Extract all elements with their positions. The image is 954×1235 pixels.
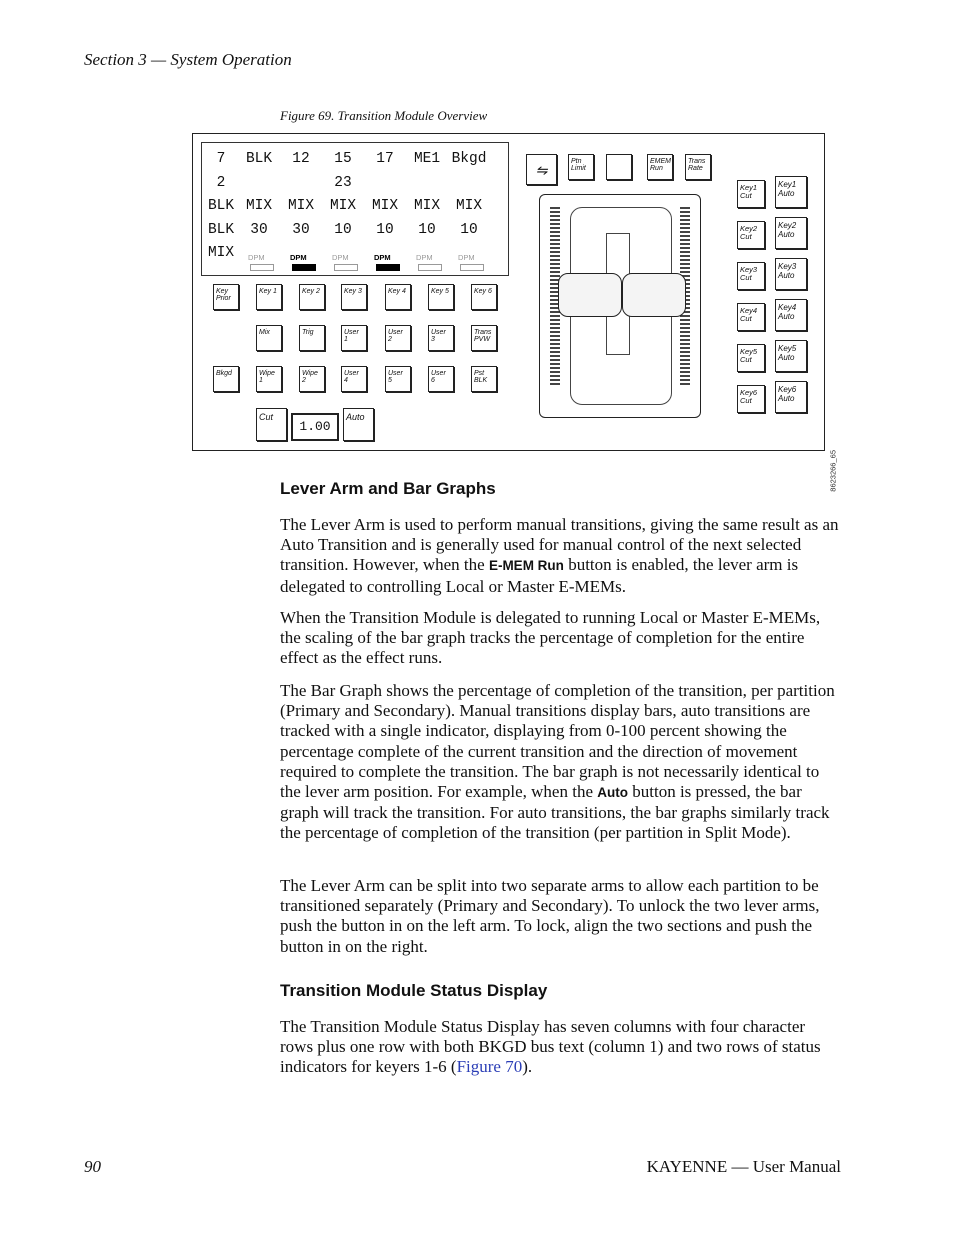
key5-cut-button[interactable]: Key5 Cut (737, 344, 765, 372)
figure-caption: Figure 69. Transition Module Overview (280, 108, 488, 123)
footer-title: KAYENNE — User Manual (646, 1157, 841, 1176)
key6-auto-button[interactable]: Key6 Auto (775, 381, 807, 413)
lever-arm-panel (539, 194, 701, 418)
mid-row-button[interactable]: Trig (299, 325, 325, 351)
dpm-label: DPM (290, 253, 307, 262)
key1-cut-button[interactable]: Key1 Cut (737, 180, 765, 208)
top-button[interactable]: Trans Rate (685, 154, 711, 180)
mid-row-button[interactable]: User 2 (385, 325, 411, 351)
dpm-label: DPM (416, 253, 433, 262)
dpm-label: DPM (374, 253, 391, 262)
lever-handle-right[interactable] (622, 273, 686, 317)
mid-row-button[interactable]: Trans PVW (471, 325, 497, 351)
lcd-cell: MIX (287, 198, 315, 214)
page-number: 90 (84, 1157, 101, 1176)
split-lever-icon[interactable]: ⇋ (526, 154, 557, 185)
lcd-cell: BLK (207, 198, 235, 214)
key5-auto-button[interactable]: Key5 Auto (775, 340, 807, 372)
bottom-row-button[interactable]: User 5 (385, 366, 411, 392)
keyer-indicator (334, 264, 358, 271)
paragraph-1: The Lever Arm is used to perform manual transitions, giving the same result as an Auto Transition and is generally used for manual control of the next selected transition. However, when the E-MEM Run button is enabled, the lever arm is delegated to controlling Local or Master E-MEMs. (280, 515, 839, 596)
lcd-cell: 30 (250, 221, 268, 238)
lcd-cell: 10 (376, 221, 394, 238)
lever-handle-left[interactable] (558, 273, 622, 317)
lcd-cell: 2 (216, 174, 226, 191)
key1-auto-button[interactable]: Key1 Auto (775, 176, 807, 208)
lcd-cell: 17 (376, 151, 394, 167)
transition-rate-display: 1.00 (291, 413, 339, 441)
lcd-cell: MIX (329, 198, 357, 214)
lcd-bkgd-mode: MIX (207, 245, 235, 261)
lcd-cell: MIX (413, 198, 441, 214)
key4-auto-button[interactable]: Key4 Auto (775, 299, 807, 331)
key3-cut-button[interactable]: Key3 Cut (737, 262, 765, 290)
top-button[interactable]: EMEM Run (647, 154, 673, 180)
key2-auto-button[interactable]: Key2 Auto (775, 217, 807, 249)
bottom-row-button[interactable]: User 4 (341, 366, 367, 392)
lcd-cell: 12 (292, 151, 310, 167)
lever-heading: Lever Arm and Bar Graphs (280, 479, 496, 498)
paragraph-2: When the Transition Module is delegated to running Local or Master E-MEMs, the scaling of the bar graph tracks the percentage of completion for the entire effect as the effect runs. (280, 608, 821, 668)
lcd-cell: 10 (460, 221, 478, 238)
cut-button[interactable]: Cut (256, 408, 287, 441)
key-4-button[interactable]: Key 4 (385, 284, 411, 310)
lcd-cell: Bkgd (451, 151, 487, 167)
paragraph-5: The Transition Module Status Display has seven columns with four character rows plus one row with both BKGD bus text (column 1) and two rows of status indicators for keyers 1-6 (Figure 70). (280, 1017, 821, 1077)
lcd-cell: MIX (245, 198, 273, 214)
lcd-cell: 23 (334, 174, 352, 191)
mid-row-button[interactable]: User 3 (428, 325, 454, 351)
keyer-indicator (460, 264, 484, 271)
key-3-button[interactable]: Key 3 (341, 284, 367, 310)
running-header: Section 3 — System Operation (84, 50, 292, 69)
dpm-label: DPM (458, 253, 475, 262)
bottom-row-button[interactable]: Pst BLK (471, 366, 497, 392)
figure-70-link[interactable]: Figure 70 (456, 1057, 523, 1077)
mid-row-button[interactable]: User 1 (341, 325, 367, 351)
lcd-cell: ME1 (413, 151, 441, 167)
status-display (201, 142, 509, 276)
top-button[interactable]: Ptn Limit (568, 154, 594, 180)
key6-cut-button[interactable]: Key6 Cut (737, 385, 765, 413)
paragraph-3: The Bar Graph shows the percentage of completion of the transition, per partition (Primary and Secondary). Manual transitions display bars, auto transitions are tracked with a single indicator, displaying from 0-100 percent showing the percentage complete of the current transition and the direction of movement required to complete the transition. The bar graph is not necessarily identical to the lever arm position. For example, when the Auto button is pressed, the bar graph will track the transition. For auto transitions, the bar graphs similarly track the percentage of completion of the transition (per partition in Split Mode). (280, 681, 835, 843)
lcd-cell: 10 (418, 221, 436, 238)
bottom-row-button[interactable]: User 6 (428, 366, 454, 392)
key-6-button[interactable]: Key 6 (471, 284, 497, 310)
keyer-indicator (250, 264, 274, 271)
mid-row-button[interactable]: Mix (256, 325, 282, 351)
lcd-cell: BLK (245, 151, 273, 167)
auto-button[interactable]: Auto (343, 408, 374, 441)
bkgd-button[interactable]: Bkgd (213, 366, 239, 392)
paragraph-4: The Lever Arm can be split into two separate arms to allow each partition to be transitioned separately (Primary and Secondary). To unlock the two lever arms, push the button in on the left arm. To lock, align the two sections and push the button in on the right. (280, 876, 820, 956)
dpm-label: DPM (248, 253, 265, 262)
key-1-button[interactable]: Key 1 (256, 284, 282, 310)
key3-auto-button[interactable]: Key3 Auto (775, 258, 807, 290)
key-prior-button[interactable]: Key Prior (213, 284, 239, 310)
dpm-label: DPM (332, 253, 349, 262)
keyer-indicator (292, 264, 316, 271)
lcd-cell: 15 (334, 151, 352, 167)
lcd-cell: BLK (207, 221, 235, 238)
lcd-cell: 10 (334, 221, 352, 238)
keyer-indicator (418, 264, 442, 271)
lcd-cell: 7 (216, 151, 226, 167)
figure-id: 8623266_65 (829, 450, 838, 492)
key-5-button[interactable]: Key 5 (428, 284, 454, 310)
keyer-indicator (376, 264, 400, 271)
key4-cut-button[interactable]: Key4 Cut (737, 303, 765, 331)
bottom-row-button[interactable]: Wipe 2 (299, 366, 325, 392)
lcd-cell: MIX (371, 198, 399, 214)
top-button[interactable] (606, 154, 632, 180)
status-heading: Transition Module Status Display (280, 981, 548, 1000)
key-2-button[interactable]: Key 2 (299, 284, 325, 310)
bottom-row-button[interactable]: Wipe 1 (256, 366, 282, 392)
key2-cut-button[interactable]: Key2 Cut (737, 221, 765, 249)
lcd-cell: 30 (292, 221, 310, 238)
lcd-cell: MIX (455, 198, 483, 214)
